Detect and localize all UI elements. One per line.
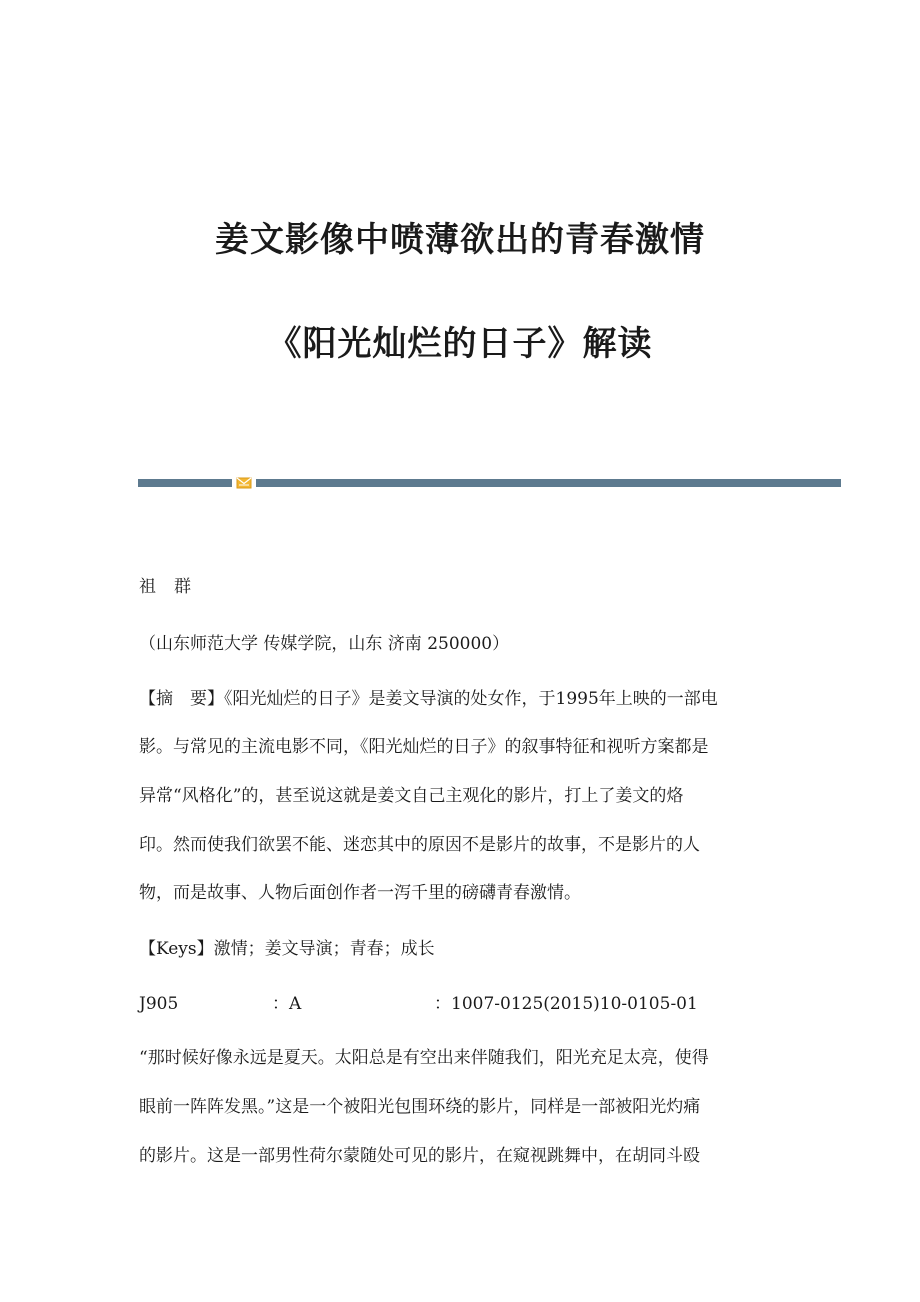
body-text-line: 的影片。这是一部男性荷尔蒙随处可见的影片，在窥视跳舞中，在胡同斗殴	[139, 1146, 700, 1166]
abstract-line: 影。与常见的主流电影不同，《阳光灿烂的日子》的叙事特征和视听方案都是	[139, 737, 709, 757]
document-code: ：A	[272, 994, 302, 1014]
abstract-line: 【摘 要】《阳光灿烂的日子》是姜文导演的处女作，于1995年上映的一部电	[139, 689, 718, 709]
abstract-line: 印。然而使我们欲罢不能、迷恋其中的原因不是影片的故事，不是影片的人	[139, 835, 700, 855]
keywords: 【Keys】激情；姜文导演；青春；成长	[139, 939, 435, 959]
abstract-line: 物，而是故事、人物后面创作者一泻千里的磅礴青春激情。	[139, 883, 581, 903]
author-name: 祖群	[139, 577, 209, 597]
abstract-line: 异常“风格化”的，甚至说这就是姜文自己主观化的影片，打上了姜文的烙	[139, 786, 684, 806]
title-divider-right	[256, 479, 841, 487]
clc-number: J905	[139, 994, 179, 1014]
article-id: ：1007-0125(2015)10-0105-01	[434, 994, 698, 1014]
title-divider-left	[138, 479, 232, 487]
page-subtitle: 《阳光灿烂的日子》解读	[267, 324, 653, 364]
page-title: 姜文影像中喷薄欲出的青春激情	[215, 220, 705, 260]
author-affiliation: （山东师范大学 传媒学院，山东 济南 250000）	[139, 634, 510, 654]
body-text-line: “那时候好像永远是夏天。太阳总是有空出来伴随我们，阳光充足太亮，使得	[139, 1048, 709, 1068]
body-text-line: 眼前一阵阵发黑。”这是一个被阳光包围环绕的影片，同样是一部被阳光灼痛	[139, 1097, 701, 1117]
envelope-icon	[236, 476, 252, 490]
